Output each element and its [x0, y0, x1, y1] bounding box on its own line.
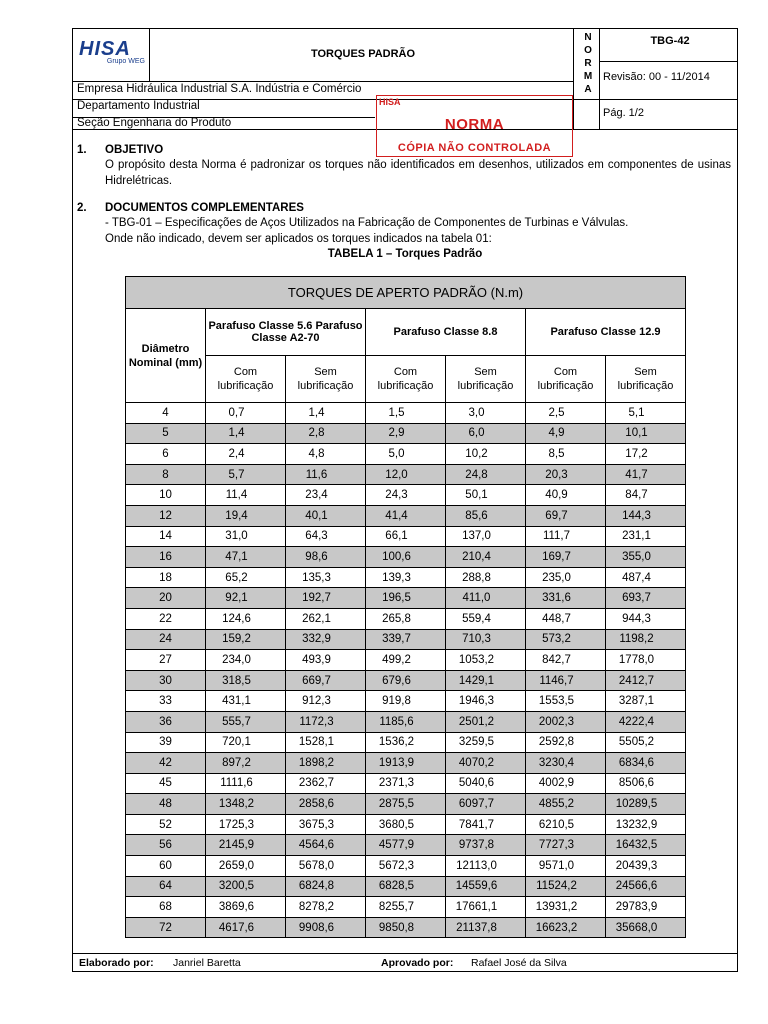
page-number: Pág. 1/2 — [603, 107, 644, 119]
torque-value-cell: 2002,3 — [526, 711, 606, 732]
diameter-cell: 45 — [126, 773, 206, 794]
torque-value-cell: 1528,1 — [286, 732, 366, 753]
class-5-6-header: Parafuso Classe 5.6 Parafuso Classe A2-70 — [206, 309, 366, 356]
diameter-cell: 4 — [126, 403, 206, 424]
torque-value-cell: 6824,8 — [286, 876, 366, 897]
torque-value-cell: 10289,5 — [606, 794, 686, 815]
torque-value-cell: 339,7 — [366, 629, 446, 650]
department-name: Departamento Industrial — [77, 100, 200, 112]
torque-value-cell: 6,0 — [446, 423, 526, 444]
torque-value-cell: 1172,3 — [286, 711, 366, 732]
torque-value-cell: 7727,3 — [526, 835, 606, 856]
torque-value-cell: 169,7 — [526, 547, 606, 568]
torque-value-cell: 3,0 — [446, 403, 526, 424]
torque-value-cell: 31,0 — [206, 526, 286, 547]
header-divider — [599, 29, 600, 129]
torque-value-cell: 2,4 — [206, 444, 286, 465]
torque-value-cell: 5040,6 — [446, 773, 526, 794]
prepared-by-label: Elaborado por: — [79, 957, 154, 969]
table-row — [126, 691, 686, 712]
diameter-cell: 33 — [126, 691, 206, 712]
torque-value-cell: 11,6 — [286, 464, 366, 485]
table-row — [126, 485, 686, 506]
table-caption-title: – Torques Padrão — [382, 248, 483, 260]
table-row — [126, 650, 686, 671]
torque-value-cell: 8278,2 — [286, 897, 366, 918]
torque-value-cell: 3675,3 — [286, 814, 366, 835]
torque-value-cell: 1536,2 — [366, 732, 446, 753]
table-row — [126, 794, 686, 815]
torque-value-cell: 5505,2 — [606, 732, 686, 753]
torque-value-cell: 720,1 — [206, 732, 286, 753]
torque-value-cell: 1348,2 — [206, 794, 286, 815]
torque-value-cell: 69,7 — [526, 505, 606, 526]
torque-value-cell: 3869,6 — [206, 897, 286, 918]
torque-value-cell: 5,0 — [366, 444, 446, 465]
torque-value-cell: 11524,2 — [526, 876, 606, 897]
approved-by-name: Rafael José da Silva — [471, 957, 567, 969]
torque-value-cell: 92,1 — [206, 588, 286, 609]
class-12-9-header: Parafuso Classe 12.9 — [526, 309, 686, 356]
torque-value-cell: 1946,3 — [446, 691, 526, 712]
norma-letter: O — [584, 45, 592, 56]
with-lubrication-header: Com lubrificação — [366, 356, 446, 403]
torque-value-cell: 4,9 — [526, 423, 606, 444]
torque-value-cell: 139,3 — [366, 567, 446, 588]
torque-value-cell: 5,1 — [606, 403, 686, 424]
torque-value-cell: 6828,5 — [366, 876, 446, 897]
torque-value-cell: 24566,6 — [606, 876, 686, 897]
torque-value-cell: 2371,3 — [366, 773, 446, 794]
torque-value-cell: 1,4 — [206, 423, 286, 444]
torque-value-cell: 2412,7 — [606, 670, 686, 691]
torque-value-cell: 555,7 — [206, 711, 286, 732]
table-row — [126, 711, 686, 732]
torque-table-wrapper — [125, 276, 685, 938]
diameter-cell: 12 — [126, 505, 206, 526]
torque-value-cell: 24,8 — [446, 464, 526, 485]
torque-value-cell: 65,2 — [206, 567, 286, 588]
torque-value-cell: 16432,5 — [606, 835, 686, 856]
torque-value-cell: 2145,9 — [206, 835, 286, 856]
with-lubrication-header: Com lubrificação — [206, 356, 286, 403]
diameter-cell: 39 — [126, 732, 206, 753]
diameter-cell: 27 — [126, 650, 206, 671]
document-title: TORQUES PADRÃO — [310, 48, 416, 60]
prepared-by-name: Janriel Baretta — [173, 957, 241, 969]
torque-value-cell: 6097,7 — [446, 794, 526, 815]
torque-value-cell: 3259,5 — [446, 732, 526, 753]
torque-value-cell: 1,5 — [366, 403, 446, 424]
table-row — [126, 547, 686, 568]
torque-value-cell: 4564,6 — [286, 835, 366, 856]
torque-value-cell: 135,3 — [286, 567, 366, 588]
torque-value-cell: 4,8 — [286, 444, 366, 465]
company-name: Empresa Hidráulica Industrial S.A. Indústria e Comércio — [77, 83, 362, 95]
diameter-cell: 22 — [126, 608, 206, 629]
torque-value-cell: 332,9 — [286, 629, 366, 650]
torque-value-cell: 5672,3 — [366, 856, 446, 877]
torque-value-cell: 710,3 — [446, 629, 526, 650]
company-logo — [79, 39, 147, 71]
torque-value-cell: 897,2 — [206, 753, 286, 774]
torque-value-cell: 1053,2 — [446, 650, 526, 671]
diameter-cell: 6 — [126, 444, 206, 465]
table-caption-label: TABELA 1 — [327, 248, 383, 260]
table-row — [126, 732, 686, 753]
diameter-cell: 14 — [126, 526, 206, 547]
torque-value-cell: 19,4 — [206, 505, 286, 526]
logo-text: HISA — [79, 38, 131, 60]
diameter-cell: 36 — [126, 711, 206, 732]
torque-value-cell: 487,4 — [606, 567, 686, 588]
torque-value-cell: 9850,8 — [366, 917, 446, 938]
approval-footer — [73, 953, 737, 973]
torque-value-cell: 10,1 — [606, 423, 686, 444]
torque-value-cell: 124,6 — [206, 608, 286, 629]
norma-letter: A — [584, 84, 592, 95]
torque-value-cell: 8,5 — [526, 444, 606, 465]
torque-value-cell: 14559,6 — [446, 876, 526, 897]
torque-value-cell: 1913,9 — [366, 753, 446, 774]
diameter-cell: 5 — [126, 423, 206, 444]
table-row — [126, 917, 686, 938]
torque-value-cell: 262,1 — [286, 608, 366, 629]
torque-value-cell: 944,3 — [606, 608, 686, 629]
torque-value-cell: 7841,7 — [446, 814, 526, 835]
section-objetivo-text: O propósito desta Norma é padronizar os torques não identificados em desenhos, utilizados em componentes de usinas Hidrelétricas. — [105, 159, 731, 187]
torque-value-cell: 4070,2 — [446, 753, 526, 774]
torque-table — [125, 276, 686, 938]
table-row — [126, 670, 686, 691]
diameter-cell: 42 — [126, 753, 206, 774]
torque-value-cell: 2362,7 — [286, 773, 366, 794]
table-row — [126, 505, 686, 526]
diameter-cell: 18 — [126, 567, 206, 588]
diameter-cell: 24 — [126, 629, 206, 650]
torque-value-cell: 21137,8 — [446, 917, 526, 938]
table-row — [126, 835, 686, 856]
logo-subtitle: Grupo WEG — [106, 58, 145, 65]
torque-value-cell: 6210,5 — [526, 814, 606, 835]
torque-value-cell: 17,2 — [606, 444, 686, 465]
torque-value-cell: 448,7 — [526, 608, 606, 629]
torque-value-cell: 137,0 — [446, 526, 526, 547]
document-page — [72, 28, 738, 972]
torque-value-cell: 66,1 — [366, 526, 446, 547]
torque-value-cell: 24,3 — [366, 485, 446, 506]
torque-value-cell: 9737,8 — [446, 835, 526, 856]
torque-value-cell: 13931,2 — [526, 897, 606, 918]
without-lubrication-header: Sem lubrificação — [446, 356, 526, 403]
diameter-cell: 56 — [126, 835, 206, 856]
table-row — [126, 403, 686, 424]
torque-value-cell: 100,6 — [366, 547, 446, 568]
torque-value-cell: 1185,6 — [366, 711, 446, 732]
table-row — [126, 773, 686, 794]
torque-value-cell: 210,4 — [446, 547, 526, 568]
torque-value-cell: 411,0 — [446, 588, 526, 609]
torque-value-cell: 196,5 — [366, 588, 446, 609]
header-divider — [73, 81, 573, 82]
table-row — [126, 876, 686, 897]
diameter-cell: 30 — [126, 670, 206, 691]
diameter-cell: 8 — [126, 464, 206, 485]
section-number: 2. — [77, 202, 87, 214]
torque-value-cell: 6834,6 — [606, 753, 686, 774]
header-divider — [599, 61, 737, 62]
stamp-title: NORMA — [444, 116, 505, 133]
torque-value-cell: 842,7 — [526, 650, 606, 671]
table-title-text: TORQUES DE APERTO PADRÃO (N.m) — [287, 285, 524, 300]
torque-value-cell: 40,9 — [526, 485, 606, 506]
norma-vertical-label — [577, 31, 599, 113]
torque-value-cell: 23,4 — [286, 485, 366, 506]
diameter-cell: 72 — [126, 917, 206, 938]
torque-value-cell: 50,1 — [446, 485, 526, 506]
torque-value-cell: 13232,9 — [606, 814, 686, 835]
torque-value-cell: 231,1 — [606, 526, 686, 547]
torque-value-cell: 47,1 — [206, 547, 286, 568]
torque-value-cell: 41,7 — [606, 464, 686, 485]
section-title: DOCUMENTOS COMPLEMENTARES — [105, 202, 304, 214]
norma-letter: R — [584, 58, 592, 69]
diameter-cell: 60 — [126, 856, 206, 877]
torque-value-cell: 234,0 — [206, 650, 286, 671]
torque-value-cell: 10,2 — [446, 444, 526, 465]
torque-value-cell: 4617,6 — [206, 917, 286, 938]
torque-value-cell: 98,6 — [286, 547, 366, 568]
diameter-cell: 64 — [126, 876, 206, 897]
torque-value-cell: 16623,2 — [526, 917, 606, 938]
torque-value-cell: 493,9 — [286, 650, 366, 671]
torque-value-cell: 4002,9 — [526, 773, 606, 794]
torque-value-cell: 1146,7 — [526, 670, 606, 691]
torque-value-cell: 1778,0 — [606, 650, 686, 671]
torque-value-cell: 20,3 — [526, 464, 606, 485]
torque-value-cell: 5,7 — [206, 464, 286, 485]
header-divider — [149, 29, 150, 81]
table-row — [126, 629, 686, 650]
torque-value-cell: 12,0 — [366, 464, 446, 485]
table-row — [126, 814, 686, 835]
torque-table-body — [126, 403, 686, 938]
without-lubrication-header: Sem lubrificação — [606, 356, 686, 403]
torque-value-cell: 2,5 — [526, 403, 606, 424]
reference-document-line: - TBG-01 – Especificações de Aços Utilizados na Fabricação de Componentes de Turbinas e Válvulas. — [105, 217, 629, 229]
approved-by-label: Aprovado por: — [381, 957, 454, 969]
torque-value-cell: 159,2 — [206, 629, 286, 650]
torque-value-cell: 912,3 — [286, 691, 366, 712]
torque-value-cell: 1725,3 — [206, 814, 286, 835]
torque-value-cell: 8255,7 — [366, 897, 446, 918]
with-lubrication-header: Com lubrificação — [526, 356, 606, 403]
torque-value-cell: 919,8 — [366, 691, 446, 712]
torque-value-cell: 1898,2 — [286, 753, 366, 774]
diameter-cell: 48 — [126, 794, 206, 815]
torque-value-cell: 288,8 — [446, 567, 526, 588]
torque-value-cell: 111,7 — [526, 526, 606, 547]
torque-value-cell: 3200,5 — [206, 876, 286, 897]
torque-value-cell: 235,0 — [526, 567, 606, 588]
torque-value-cell: 35668,0 — [606, 917, 686, 938]
torque-value-cell: 559,4 — [446, 608, 526, 629]
torque-value-cell: 8506,6 — [606, 773, 686, 794]
norma-letter: M — [583, 71, 593, 82]
torque-value-cell: 20439,3 — [606, 856, 686, 877]
torque-value-cell: 4577,9 — [366, 835, 446, 856]
diameter-cell: 68 — [126, 897, 206, 918]
torque-value-cell: 1111,6 — [206, 773, 286, 794]
torque-value-cell: 192,7 — [286, 588, 366, 609]
torque-value-cell: 2,8 — [286, 423, 366, 444]
torque-value-cell: 499,2 — [366, 650, 446, 671]
torque-value-cell: 679,6 — [366, 670, 446, 691]
stamp-company: HISA — [379, 97, 401, 107]
stamp-subtitle: CÓPIA NÃO CONTROLADA — [397, 142, 552, 154]
table-row — [126, 567, 686, 588]
torque-value-cell: 11,4 — [206, 485, 286, 506]
torque-value-cell: 1198,2 — [606, 629, 686, 650]
table-row — [126, 588, 686, 609]
uncontrolled-copy-stamp — [376, 95, 573, 157]
torque-value-cell: 85,6 — [446, 505, 526, 526]
torque-value-cell: 355,0 — [606, 547, 686, 568]
norma-letter: N — [584, 32, 592, 43]
diameter-cell: 20 — [126, 588, 206, 609]
torque-value-cell: 2875,5 — [366, 794, 446, 815]
document-code: TBG-42 — [650, 35, 690, 47]
torque-value-cell: 84,7 — [606, 485, 686, 506]
torque-value-cell: 144,3 — [606, 505, 686, 526]
torque-value-cell: 2659,0 — [206, 856, 286, 877]
table-row — [126, 444, 686, 465]
torque-value-cell: 5678,0 — [286, 856, 366, 877]
table-caption — [73, 248, 737, 260]
torque-value-cell: 1,4 — [286, 403, 366, 424]
revision-text: Revisão: 00 - 11/2014 — [603, 71, 710, 83]
torque-value-cell: 40,1 — [286, 505, 366, 526]
torque-value-cell: 0,7 — [206, 403, 286, 424]
table-row — [126, 856, 686, 877]
torque-value-cell: 669,7 — [286, 670, 366, 691]
table-row — [126, 423, 686, 444]
torque-value-cell: 431,1 — [206, 691, 286, 712]
table-title — [126, 277, 686, 309]
torque-value-cell: 2592,8 — [526, 732, 606, 753]
torque-value-cell: 318,5 — [206, 670, 286, 691]
torque-value-cell: 41,4 — [366, 505, 446, 526]
torque-value-cell: 4855,2 — [526, 794, 606, 815]
torque-value-cell: 29783,9 — [606, 897, 686, 918]
diameter-cell: 16 — [126, 547, 206, 568]
torque-value-cell: 693,7 — [606, 588, 686, 609]
table-row — [126, 897, 686, 918]
table-row — [126, 753, 686, 774]
instruction-line: Onde não indicado, devem ser aplicados os torques indicados na tabela 01: — [105, 233, 492, 245]
torque-value-cell: 64,3 — [286, 526, 366, 547]
torque-value-cell: 17661,1 — [446, 897, 526, 918]
section-title: OBJETIVO — [105, 144, 164, 156]
torque-value-cell: 9908,6 — [286, 917, 366, 938]
torque-value-cell: 331,6 — [526, 588, 606, 609]
torque-value-cell: 265,8 — [366, 608, 446, 629]
torque-value-cell: 3680,5 — [366, 814, 446, 835]
table-row — [126, 526, 686, 547]
diameter-cell: 10 — [126, 485, 206, 506]
torque-value-cell: 573,2 — [526, 629, 606, 650]
torque-value-cell: 3230,4 — [526, 753, 606, 774]
torque-value-cell: 12113,0 — [446, 856, 526, 877]
section-name: Seção Engenharia do Produto — [77, 117, 232, 129]
torque-value-cell: 4222,4 — [606, 711, 686, 732]
torque-value-cell: 2501,2 — [446, 711, 526, 732]
class-8-8-header: Parafuso Classe 8.8 — [366, 309, 526, 356]
section-number: 1. — [77, 144, 87, 156]
torque-value-cell: 9571,0 — [526, 856, 606, 877]
without-lubrication-header: Sem lubrificação — [286, 356, 366, 403]
torque-value-cell: 2858,6 — [286, 794, 366, 815]
diameter-cell: 52 — [126, 814, 206, 835]
torque-value-cell: 2,9 — [366, 423, 446, 444]
torque-value-cell: 3287,1 — [606, 691, 686, 712]
table-row — [126, 464, 686, 485]
torque-value-cell: 1429,1 — [446, 670, 526, 691]
torque-value-cell: 1553,5 — [526, 691, 606, 712]
table-row — [126, 608, 686, 629]
diameter-header: Diâmetro Nominal (mm) — [126, 309, 206, 403]
